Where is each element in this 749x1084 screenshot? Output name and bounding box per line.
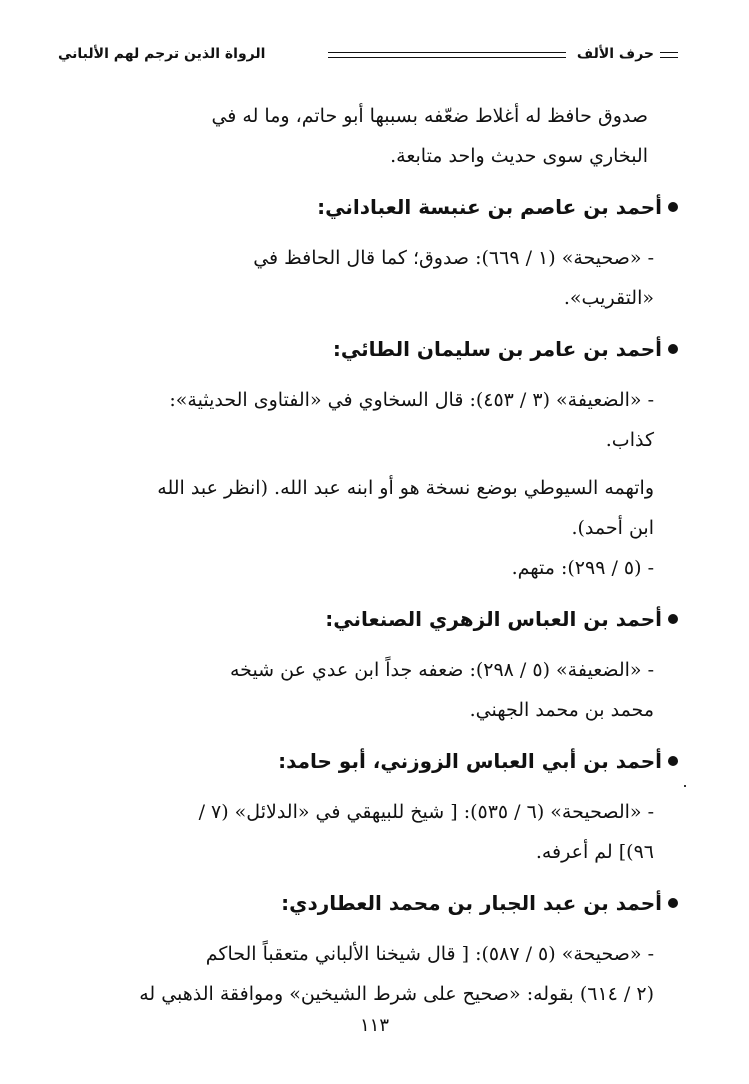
entry-line: ابن أحمد). <box>571 517 654 539</box>
entry-line: - «صحيحة» (٥ / ٥٨٧): [ قال شيخنا الألباني متعقباً الحاكم <box>205 943 654 965</box>
entry-line: محمد بن محمد الجهني. <box>469 699 654 721</box>
entry-body <box>62 934 678 1014</box>
narrator-name: أحمد بن أبي العباس الزوزني، أبو حامد: <box>278 749 662 773</box>
narrator-name: أحمد بن عاصم بن عنبسة العباداني: <box>317 195 662 219</box>
entry-body <box>62 650 678 730</box>
entry-heading <box>62 882 678 924</box>
entry-line: (٢ / ٦١٤) بقوله: «صحيح على شرط الشيخين» وموافقة الذهبي له <box>139 983 654 1005</box>
narrator-name: أحمد بن عامر بن سليمان الطائي: <box>332 337 662 361</box>
entry-line: كذاب. <box>605 429 654 451</box>
intro-line-2: البخاري سوى حديث واحد متابعة. <box>390 145 648 167</box>
running-header <box>58 40 678 66</box>
narrator-name: أحمد بن العباس الزهري الصنعاني: <box>325 607 662 631</box>
entry-heading <box>62 328 678 370</box>
entry-line: - (٥ / ٢٩٩): متهم. <box>511 557 654 579</box>
entry-line: «التقريب». <box>563 287 654 309</box>
entry-heading <box>62 740 678 782</box>
page-number: ١١٣ <box>359 1015 389 1036</box>
bullet-icon <box>668 614 678 624</box>
entry-heading <box>62 186 678 228</box>
entry-line: ٩٦)] لم أعرفه. <box>535 841 654 863</box>
entry-line: - «الضعيفة» (٥ / ٢٩٨): ضعفه جداً ابن عدي عن شيخه <box>230 659 654 681</box>
entry-line: واتهمه السيوطي بوضع نسخة هو أو ابنه عبد الله. (انظر عبد الله <box>157 477 654 499</box>
header-rule-short <box>660 52 678 58</box>
page-content <box>62 96 678 1024</box>
book-title: الرواة الذين ترجم لهم الألباني <box>58 46 266 62</box>
bullet-icon <box>668 756 678 766</box>
chapter-title: حرف الألف <box>576 46 654 62</box>
bullet-icon <box>668 344 678 354</box>
entry-body <box>62 380 678 588</box>
scan-speck <box>684 785 686 787</box>
bullet-icon <box>668 898 678 908</box>
entry-line: - «صحيحة» (١ / ٦٦٩): صدوق؛ كما قال الحافظ في <box>253 247 654 269</box>
entry-line: - «الضعيفة» (٣ / ٤٥٣): قال السخاوي في «الفتاوى الحديثية»: <box>169 389 654 411</box>
header-rule-long <box>328 52 566 58</box>
entry-heading <box>62 598 678 640</box>
bullet-icon <box>668 202 678 212</box>
entry-line: - «الصحيحة» (٦ / ٥٣٥): [ شيخ للبيهقي في «الدلائل» (٧ / <box>198 801 654 823</box>
intro-line-1: صدوق حافظ له أغلاط ضعّفه بسببها أبو حاتم، وما له في <box>211 105 648 127</box>
entry-body <box>62 238 678 318</box>
narrator-name: أحمد بن عبد الجبار بن محمد العطاردي: <box>281 891 662 915</box>
entry-body <box>62 792 678 872</box>
